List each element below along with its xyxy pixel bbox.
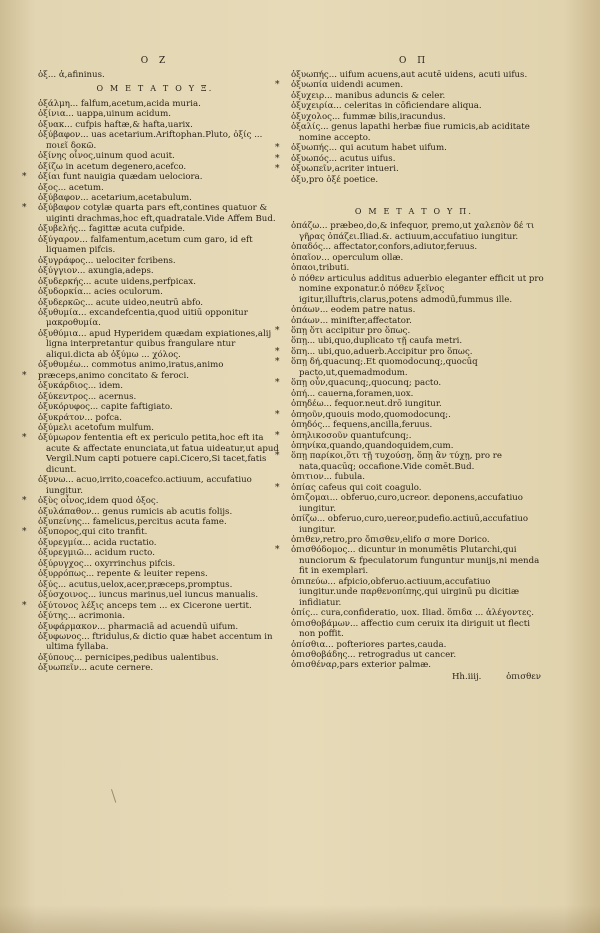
entry-text: ὀξύμελι acetofum mulfum. bbox=[38, 422, 154, 433]
entry-text: ὀπιτιον... fubula. bbox=[291, 472, 365, 483]
dictionary-entry bbox=[30, 360, 280, 370]
dictionary-entry bbox=[283, 305, 545, 315]
asterisk-marker: * bbox=[22, 433, 27, 444]
entry-text: ὀξυωπεῖν,acriter intueri. bbox=[291, 164, 399, 175]
dictionary-entry bbox=[283, 112, 545, 122]
entry-text: ὀξίαι funt nauigia quædam uelociora. bbox=[38, 172, 203, 183]
entry-text: ὀξυθύμια... apud Hyperidem quædam expiationes,alij ligna interpretantur quibus frangulare ntur aliqui.dicta ab ὀξύμω ... χόλος. bbox=[38, 328, 272, 360]
dictionary-entry bbox=[30, 120, 280, 130]
entry-text: ὀξυπορος,qui cito tranfit. bbox=[38, 527, 148, 538]
entry-text: ὅπῃ ὅτι accipitur pro ὅπως. bbox=[291, 325, 411, 336]
entry-text: ὀξυκράτον... pofca. bbox=[38, 412, 122, 423]
entry-text: ὀξυδορκία... acies oculorum. bbox=[38, 287, 163, 298]
asterisk-marker: * bbox=[275, 325, 280, 336]
dictionary-entry bbox=[22, 600, 280, 611]
dictionary-entry bbox=[283, 274, 545, 305]
dictionary-entry bbox=[275, 430, 545, 441]
entry-text: ὀπίσθια... pofteriores partes,cauda. bbox=[291, 639, 447, 650]
entry-text: ὀξύσχοινος... iuncus marinus,uel iuncus manualis. bbox=[38, 590, 259, 601]
dictionary-entry bbox=[283, 263, 545, 273]
dictionary-entry bbox=[275, 545, 545, 577]
asterisk-marker: * bbox=[275, 153, 280, 164]
asterisk-marker: * bbox=[275, 164, 280, 175]
entry-text: ὀπηδέω... fequor.neut.drō iungitur. bbox=[291, 399, 442, 410]
asterisk-marker: * bbox=[275, 451, 280, 462]
entry-text: ὀξυχειρ... manibus aduncis & celer. bbox=[291, 90, 446, 101]
entry-text: ὀξυχολος... fummæ bilis,iracundus. bbox=[291, 111, 446, 122]
entry-text: ὀπάων... minifter,affectator. bbox=[291, 315, 412, 326]
entry-text: ὀπίζω... obferuo,curo,uereor,pudefio.actiuū,accufatiuo iungitur. bbox=[291, 514, 529, 535]
dictionary-entry bbox=[30, 256, 280, 266]
left-section-heading: O M E T A T O Y Ξ. bbox=[96, 84, 214, 94]
asterisk-marker: * bbox=[275, 357, 280, 368]
entry-text: ὀξυωπής... qui acutum habet uifum. bbox=[291, 143, 447, 154]
dictionary-entry bbox=[283, 389, 545, 399]
entry-text: ὀξίνια... uappa,uinum acidum. bbox=[38, 109, 171, 120]
dictionary-entry bbox=[275, 357, 545, 378]
entry-text: ὅπῃ δή,quacunq;.Et quomodocunq;,quocūq pacto,ut,quemadmodum. bbox=[291, 357, 478, 378]
entry-text: ὀξυωπός... acutus uifus. bbox=[291, 153, 396, 164]
dictionary-entry bbox=[283, 640, 545, 650]
entry-text: ὅπη... ubi,quo,aduerb.Accipitur pro ὅπως. bbox=[291, 346, 473, 357]
asterisk-marker: * bbox=[275, 430, 280, 441]
entry-text: ὀπή... cauerna,foramen,uox. bbox=[291, 388, 414, 399]
dictionary-entry bbox=[30, 517, 280, 527]
entry-text: ὀξυκόρυφος... capite faftigiato. bbox=[38, 402, 173, 413]
entry-text: ὀπάων... eodem patre natus. bbox=[291, 305, 416, 316]
entry-text: ὀξυρρόπως... repente & leuiter repens. bbox=[38, 569, 208, 580]
dictionary-entry bbox=[30, 183, 280, 193]
dictionary-entry bbox=[283, 650, 545, 660]
entry-text: ὀπιπεύω... afpicio,obferuo.actiuum,accufatiuo iungitur.unde παρθενοπίπης,qui uirginū pu dicitiæ infidiatur. bbox=[291, 576, 520, 608]
dictionary-entry bbox=[30, 622, 280, 632]
entry-text: ὀξυωπής... uifum acuens,aut acutē uidens, acuti uifus. bbox=[291, 70, 528, 80]
entry-text: ὀπίς... cura,confideratio, uox. Iliad. ὅπιδα ... ἀλέγοντες. bbox=[291, 608, 534, 619]
dictionary-entry bbox=[22, 496, 280, 507]
dictionary-entry bbox=[30, 161, 280, 175]
left-entry-list bbox=[22, 98, 280, 674]
entry-text: ὀξυβελής... fagittæ acuta cufpide. bbox=[38, 224, 186, 235]
dictionary-entry bbox=[22, 527, 280, 538]
dictionary-entry bbox=[22, 203, 280, 224]
dictionary-entry bbox=[283, 514, 545, 535]
entry-text: ὀπαῖον... operculum ollæ. bbox=[291, 252, 404, 263]
entry-text: ὀξίνης οἶνος,uinum quod acuit. bbox=[38, 151, 175, 162]
dictionary-entry bbox=[275, 378, 545, 389]
entry-text: ὀξυχειρία... celeritas in cōficiendare aliqua. bbox=[291, 101, 482, 112]
dictionary-entry bbox=[283, 242, 545, 252]
dictionary-entry bbox=[30, 569, 280, 579]
entry-text: ὀξύρυγχος... oxyrrinchus pifcis. bbox=[38, 558, 176, 569]
asterisk-marker: * bbox=[275, 346, 280, 357]
section-gap bbox=[283, 185, 545, 203]
entry-text: ὁπηλικοσοῦν quantufcunq;. bbox=[291, 430, 412, 441]
dictionary-entry bbox=[283, 221, 545, 242]
signature-mark: Hh.iiij. bbox=[451, 671, 482, 682]
dictionary-entry bbox=[283, 493, 545, 514]
dictionary-entry bbox=[30, 266, 280, 276]
entry-text: ὀξυακ... cufpis haftæ,& hafta,uarix. bbox=[38, 119, 193, 130]
dictionary-entry bbox=[30, 99, 280, 109]
dictionary-entry bbox=[283, 399, 545, 409]
dictionary-entry bbox=[283, 70, 545, 80]
dictionary-entry bbox=[30, 193, 280, 203]
entry-text: ὀξύμωρον fententia eft ex periculo petita,hoc eft ita acute & affectate enunciata,ut fatua uideatur,ut apud Vergil.Num capti potuere capi.Cicero,Si tacet,fatis dicunt. bbox=[38, 433, 279, 475]
dictionary-entry bbox=[30, 130, 280, 154]
entry-text: ὀπαοι,tributi. bbox=[291, 263, 350, 274]
entry-text: ὀξὺς οἶνος,idem quod ὀξος. bbox=[38, 496, 159, 507]
dictionary-entry bbox=[30, 402, 280, 412]
dictionary-entry bbox=[30, 308, 280, 329]
entry-text: ὀξύβαφον... acetarium,acetabulum. bbox=[38, 192, 192, 203]
entry-text: ὀξυδερκῶς... acute uideo,neutrū abfo. bbox=[38, 297, 203, 308]
left-column bbox=[22, 0, 280, 674]
dictionary-entry bbox=[275, 346, 545, 357]
signature-line bbox=[283, 672, 545, 682]
dictionary-entry bbox=[22, 370, 280, 381]
dictionary-entry bbox=[30, 381, 280, 391]
entry-text: ὀξυπείνης... famelicus,percitus acuta fame. bbox=[38, 517, 227, 528]
asterisk-marker: * bbox=[22, 203, 27, 214]
dictionary-entry bbox=[30, 548, 280, 558]
entry-text: ὀξυθυμέω... commotus animo,iratus,animo bbox=[38, 360, 224, 371]
dictionary-entry bbox=[30, 235, 280, 256]
dictionary-entry bbox=[283, 91, 545, 101]
dictionary-entry bbox=[30, 507, 280, 517]
entry-text: ὀξύγγιον... axungia,adeps. bbox=[38, 266, 154, 277]
entry-text: ὀξύβαφον... uas acetarium.Ariftophan.Pluto, ὀξίς ... ποιεῖ δοκῶ. bbox=[38, 130, 263, 151]
entry-text: ὀξίζω in acetum degenero,acefco. bbox=[38, 161, 187, 172]
entry-text: ὀξος... acetum. bbox=[38, 182, 104, 193]
dictionary-entry bbox=[30, 413, 280, 423]
dictionary-entry bbox=[22, 430, 280, 475]
entry-text: ὀπισθέναρ,pars exterior palmæ. bbox=[291, 660, 432, 671]
dictionary-entry bbox=[275, 409, 545, 420]
entry-text: ὀπισθοβάδης... retrogradus ut cancer. bbox=[291, 650, 457, 661]
asterisk-marker: * bbox=[275, 545, 280, 556]
dictionary-entry bbox=[275, 153, 545, 164]
asterisk-marker: * bbox=[22, 527, 27, 538]
right-running-head: O Π bbox=[398, 56, 430, 66]
entry-text: ὀξυκάρδιος... idem. bbox=[38, 381, 124, 392]
dictionary-entry bbox=[30, 663, 280, 673]
entry-text: ὀπαδός... affectator,confors,adiutor,feruus. bbox=[291, 242, 478, 253]
entry-text: ὀξάλμη... falfum,acetum,acida muria. bbox=[38, 98, 201, 109]
dictionary-entry bbox=[30, 538, 280, 548]
entry-text: ὀξυωπεῖν... acute cernere. bbox=[38, 663, 154, 674]
entry-text: ὀπίας cafeus qui coit coagulo. bbox=[291, 482, 422, 493]
entry-text: ὁ πόθεν articulus additus aduerbio eleganter efficit ut pro nomine exponatur.ὁ πόθεν ξεῖνος igitur,illuftris,clarus,potens admodū,fummus ille. bbox=[291, 273, 544, 305]
entry-text: ὀπάζω... præbeo,do,& infequor, premo,ut χαλεπὸν δέ τι γῆρας ὀπάζει.Iliad.&. actiuum,accufatiuo iungitur. bbox=[291, 221, 535, 242]
asterisk-marker: * bbox=[22, 496, 27, 507]
entry-text: ὀξυφωνος... ftridulus,& dictio quæ habet accentum in ultima fyllaba. bbox=[38, 632, 273, 653]
entry-text: præceps,animo concitato & feroci. bbox=[38, 370, 189, 381]
entry-text: ὀξύκεντρος... acernus. bbox=[38, 391, 137, 402]
right-entry-list-bottom bbox=[275, 221, 545, 671]
entry-text: ὀξυρεγμία... acida ructatio. bbox=[38, 537, 157, 548]
dictionary-entry bbox=[30, 632, 280, 653]
dictionary-entry bbox=[30, 611, 280, 621]
entry-text: ὅπῃ παρίκοι,ὅτι τῇ τυχούσῃ, ὅπῃ ἂν τύχῃ, pro re nata,quacūq; occafione.Vide comēt.Bud. bbox=[291, 451, 502, 472]
asterisk-marker: * bbox=[22, 600, 27, 611]
dictionary-entry bbox=[283, 253, 545, 263]
dictionary-entry bbox=[30, 580, 280, 590]
right-column bbox=[275, 0, 545, 682]
dictionary-entry bbox=[283, 175, 545, 185]
dictionary-entry bbox=[30, 109, 280, 119]
dictionary-entry bbox=[275, 325, 545, 336]
entry-text: ὀξυθυμία... excandefcentia,quod uitiū opponitur μακροθυμία. bbox=[38, 307, 248, 329]
entry-text: ὀξαλίς... genus lapathi herbæ fiue rumicis,ab aciditate nomine accepto. bbox=[291, 122, 530, 143]
dictionary-entry bbox=[283, 316, 545, 326]
dictionary-entry bbox=[275, 482, 545, 493]
asterisk-marker: * bbox=[22, 370, 27, 381]
right-entry-list-top bbox=[275, 70, 545, 185]
dictionary-entry bbox=[283, 101, 545, 111]
dictionary-entry bbox=[30, 392, 280, 402]
entry-text: ὀπιζομαι... obferuo,curo,ucreor. deponens,accufatiuo iungitur. bbox=[291, 493, 523, 514]
entry-text: ὀξυρεγμιῶ... acidum ructo. bbox=[38, 548, 155, 559]
entry-text: ὀπιθεν,retro,pro ὄπισθεν,elifo σ more Dorico. bbox=[291, 535, 490, 546]
entry-text: ὀξύς... acutus,uelox,acer,præceps,promptus. bbox=[38, 579, 233, 590]
dictionary-entry bbox=[30, 277, 280, 287]
dictionary-entry bbox=[283, 619, 545, 640]
entry-text: ὀπισθόδομος... dicuntur in monumētis Plutarchi,qui nunciorum & fpeculatorum funguntur munijs,ni menda fit in exemplari. bbox=[291, 545, 540, 577]
entry-text: ὅπῃ... ubi,quo,duplicato τῇ caufa metri. bbox=[291, 336, 463, 347]
asterisk-marker: * bbox=[275, 80, 280, 91]
dictionary-entry bbox=[275, 80, 545, 91]
entry-text: ὀξυλάπαθον... genus rumicis ab acutis folijs. bbox=[38, 506, 233, 517]
entry-text: ὀξυνω... acuo,irrito,coacefco.actiuum, accufatiuo iungitur. bbox=[38, 475, 252, 496]
entry-text: ὀξύπους... pernicipes,pedibus ualentibus. bbox=[38, 652, 219, 663]
dictionary-entry bbox=[283, 608, 545, 618]
right-section-heading: O M E T A T O Y Π. bbox=[354, 206, 474, 216]
entry-text: ὀπισθοβάμων... affectio cum ceruix ita diriguit ut flecti non poffit. bbox=[291, 618, 530, 640]
dictionary-entry bbox=[30, 423, 280, 433]
dictionary-entry bbox=[283, 441, 545, 451]
asterisk-marker: * bbox=[275, 378, 280, 389]
entry-text: ὁπηνίκα,quando,quandoquidem,cum. bbox=[291, 440, 454, 451]
dictionary-entry bbox=[283, 472, 545, 482]
entry-text: ὀξυ,pro ὀξέ poetice. bbox=[291, 174, 379, 185]
asterisk-marker: * bbox=[275, 482, 280, 493]
entry-text: ὀξύγαρον... falfamentum,acetum cum garo, id eft liquamen pifcis. bbox=[38, 234, 253, 256]
dictionary-entry bbox=[283, 577, 545, 608]
dictionary-entry bbox=[283, 336, 545, 346]
entry-text: ὀξύβαφον cotylæ quarta pars eft,contines quatuor & uiginti drachmas,hoc eft,quadratale.Vide Affem Bud. bbox=[38, 203, 276, 224]
entry-text: ὀξυφάρμακον... pharmaciā ad acuendū uifum. bbox=[38, 621, 239, 632]
dictionary-entry bbox=[30, 224, 280, 234]
dictionary-entry bbox=[30, 590, 280, 600]
left-first-line: ὀξ... ἀ,afininus. bbox=[38, 70, 105, 80]
entry-text: ὁπηοῦν,quouis modo,quomodocunq;. bbox=[291, 409, 451, 420]
asterisk-marker: * bbox=[22, 172, 27, 183]
dictionary-entry bbox=[30, 559, 280, 569]
dictionary-entry bbox=[30, 151, 280, 161]
pencil-mark bbox=[111, 787, 122, 802]
dictionary-entry bbox=[275, 164, 545, 175]
entry-text: ὀξύτονος λέξις anceps tem ... ex Cicerone uertit. bbox=[38, 600, 252, 611]
entry-text: ὀξυγράφος... uelociter fcribens. bbox=[38, 255, 176, 266]
dictionary-entry bbox=[275, 451, 545, 472]
catchword: ὀπισθεν bbox=[506, 671, 541, 682]
entry-text: ὀπηδός... fequens,ancilla,feruus. bbox=[291, 420, 433, 431]
dictionary-entry bbox=[30, 298, 280, 308]
dictionary-entry bbox=[283, 122, 545, 143]
entry-text: ὀξυδερκής... acute uidens,perfpicax. bbox=[38, 276, 196, 287]
dictionary-entry bbox=[30, 287, 280, 297]
dictionary-entry bbox=[283, 660, 545, 670]
dictionary-entry bbox=[275, 143, 545, 154]
dictionary-entry bbox=[283, 420, 545, 430]
asterisk-marker: * bbox=[275, 409, 280, 420]
dictionary-entry bbox=[283, 535, 545, 545]
dictionary-entry bbox=[22, 172, 280, 183]
entry-text: ὀξύτης... acrimonia. bbox=[38, 611, 126, 622]
asterisk-marker: * bbox=[275, 143, 280, 154]
entry-text: ὀξυωπία uidendi acumen. bbox=[291, 80, 404, 91]
dictionary-entry bbox=[30, 475, 280, 496]
dictionary-entry bbox=[30, 653, 280, 663]
dictionary-entry bbox=[30, 329, 280, 360]
entry-text: ὅπῃ οὖν,quacunq;,quocunq; pacto. bbox=[291, 378, 442, 389]
left-running-head: O Z bbox=[140, 56, 170, 66]
